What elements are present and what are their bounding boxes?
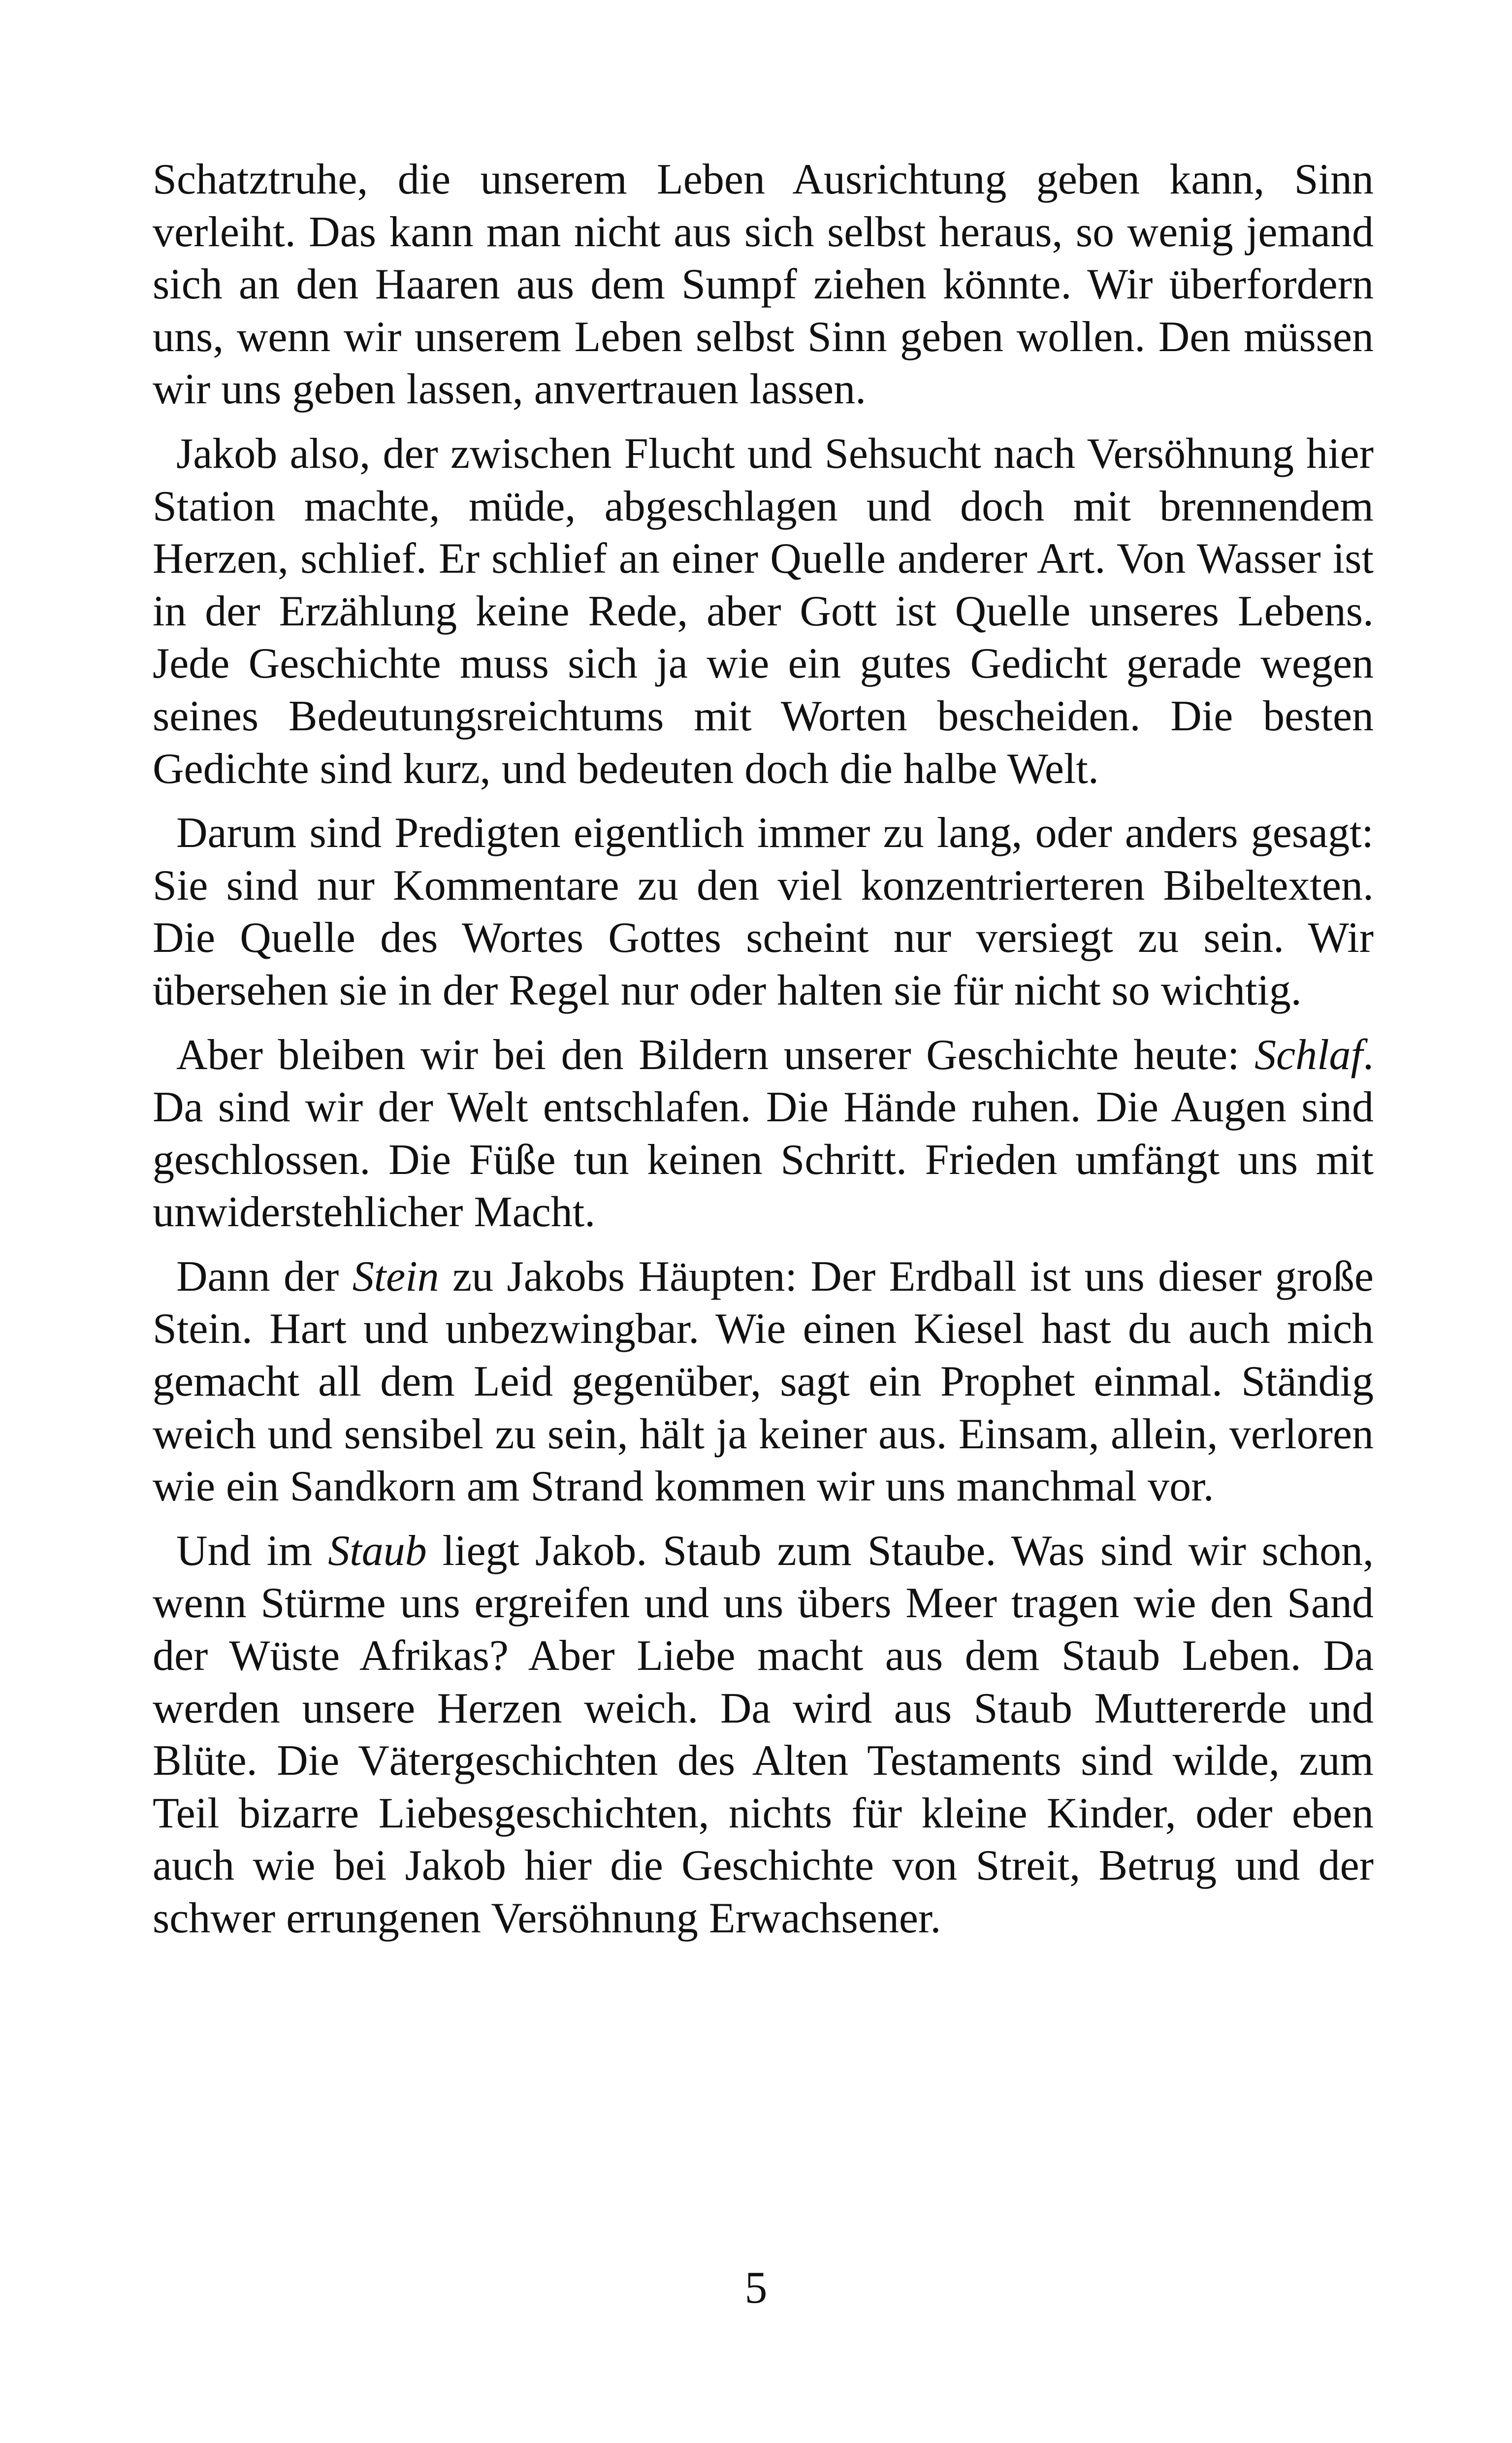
paragraph-4-text-end: . Da sind wir der Welt entschlafen. Die Hände ruhen. Die Augen sind geschlossen. Die Füße tun keinen Schritt. Frieden umfängt uns mit unwiderstehlicher Macht. bbox=[153, 1031, 1374, 1237]
paragraph-3-text: Darum sind Predigten eigentlich immer zu lang, oder anders gesagt: Sie sind nur Kommentare zu den viel konzentrierteren Bibeltexten. Die Quelle des Wortes Gottes scheint nur versiegt zu sein. Wir übersehen sie in der Regel nur oder halten sie für nicht so wichtig. bbox=[153, 809, 1374, 1014]
paragraph-5-text-end: zu Jakobs Häupten: Der Erdball ist uns dieser große Stein. Hart und unbezwingbar. Wie einen Kiesel hast du auch mich gemacht all dem Leid gegenüber, sagt ein Prophet einmal. Ständig weich und sensibel zu sein, hält ja keiner aus. Einsam, allein, verloren wie ein Sandkorn am Strand kommen wir uns manchmal vor. bbox=[153, 1252, 1374, 1511]
paragraph-4 bbox=[153, 1029, 1374, 1239]
paragraph-6-text-start: Und im bbox=[176, 1527, 328, 1575]
paragraph-6-emphasis-staub: Staub bbox=[328, 1527, 427, 1575]
page-body bbox=[153, 154, 1374, 1957]
paragraph-4-emphasis-schlaf: Schlaf bbox=[1255, 1031, 1363, 1079]
paragraph-2 bbox=[153, 428, 1374, 795]
paragraph-5-emphasis-stein: Stein bbox=[352, 1252, 439, 1301]
paragraph-5-text-start: Dann der bbox=[176, 1252, 353, 1301]
page-number: 5 bbox=[744, 2262, 768, 2313]
paragraph-1-text: Schatztruhe, die unserem Leben Ausrichtung geben kann, Sinn verleiht. Das kann man nicht aus sich selbst heraus, so wenig jemand sich an den Haaren aus dem Sumpf ziehen könnte. Wir überfordern uns, wenn wir unserem Leben selbst Sinn geben wollen. Den müssen wir uns geben lassen, anvertrauen lassen. bbox=[153, 156, 1374, 414]
paragraph-4-text-start: Aber bleiben wir bei den Bildern unserer Geschichte heute: bbox=[176, 1031, 1255, 1079]
paragraph-6 bbox=[153, 1525, 1374, 1945]
paragraph-6-text-end: liegt Jakob. Staub zum Staube. Was sind wir schon, wenn Stürme uns ergreifen und uns übers Meer tragen wie den Sand der Wüste Afrikas? Aber Liebe macht aus dem Staub Leben. Da werden unsere Herzen weich. Da wird aus Staub Muttererde und Blüte. Die Vätergeschichten des Alten Testaments sind wilde, zum Teil bizarre Liebesgeschichten, nichts für kleine Kinder, oder eben auch wie bei Jakob hier die Geschichte von Streit, Betrug und der schwer errungenen Versöhnung Erwachsener. bbox=[153, 1527, 1374, 1942]
paragraph-5 bbox=[153, 1251, 1374, 1513]
paragraph-2-text: Jakob also, der zwischen Flucht und Sehsucht nach Versöhnung hier Station machte, müde, abgeschlagen und doch mit brennendem Herzen, schlief. Er schlief an einer Quelle anderer Art. Von Wasser ist in der Erzählung keine Rede, aber Gott ist Quelle unseres Lebens. Jede Geschichte muss sich ja wie ein gutes Gedicht gerade wegen seines Bedeutungsreichtums mit Worten bescheiden. Die besten Gedichte sind kurz, und bedeuten doch die halbe Welt. bbox=[153, 429, 1374, 793]
paragraph-3 bbox=[153, 807, 1374, 1017]
paragraph-1 bbox=[153, 154, 1374, 416]
